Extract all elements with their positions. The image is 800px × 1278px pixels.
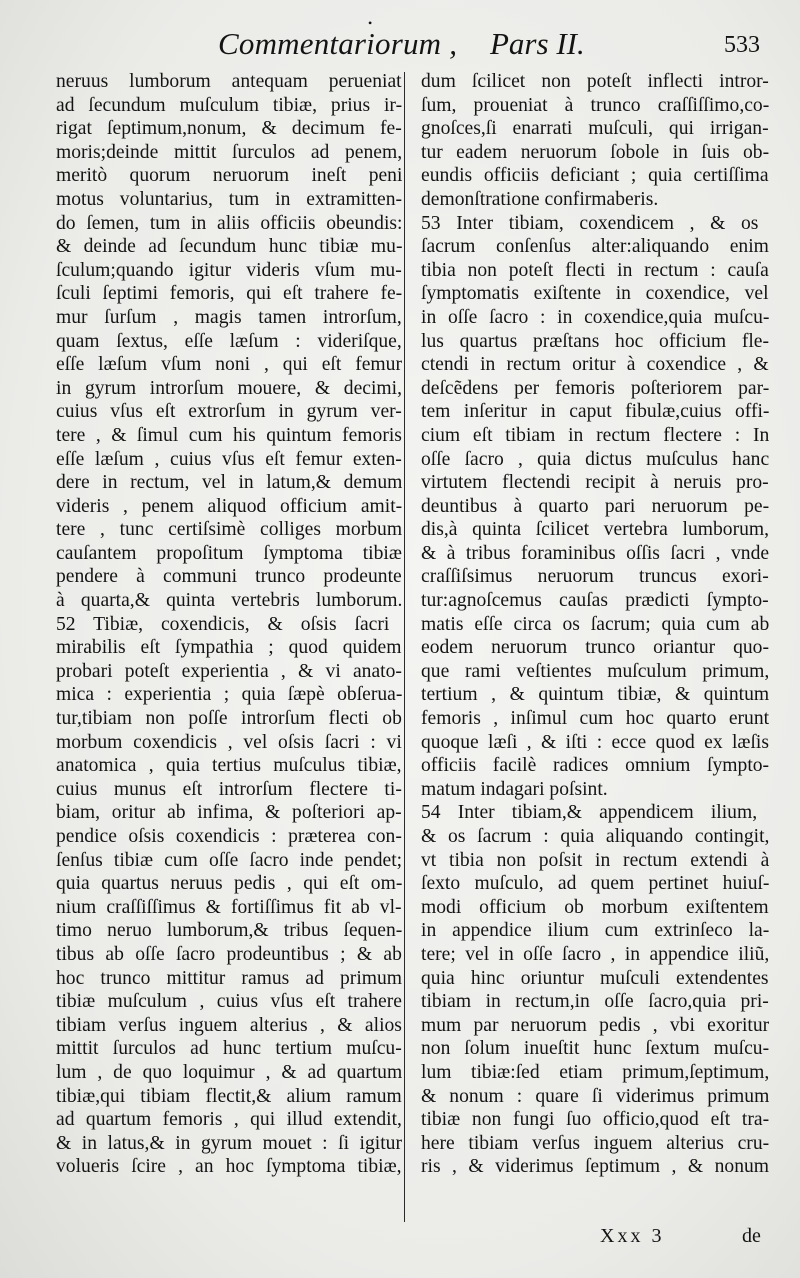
text-line: tibiæ muſculum , cuius vſus eſt trahere xyxy=(56,991,402,1013)
text-line: tur:agnoſcemus cauſas prædicti ſympto- xyxy=(421,590,769,612)
text-line: lum tibiæ:ſed etiam primum,ſeptimum, xyxy=(421,1061,770,1083)
text-line: tibus ab oſſe ſacro prodeuntibus ; & ab xyxy=(56,943,402,965)
text-line: eundis officiis deficiant ; quia certiſſima xyxy=(421,165,769,187)
text-line: in oſſe ſacro : in coxendice,quia muſcu- xyxy=(421,306,770,328)
text-line: lum , de quo loquimur , & ad quartum xyxy=(56,1061,403,1083)
text-line: matum indagari poſsint. xyxy=(421,778,608,800)
text-line: do ſemen, tum in aliis officiis obeundis: xyxy=(56,212,403,234)
text-line: non ſolum inueſtit hunc ſextum muſcu- xyxy=(421,1038,770,1060)
text-line: & deinde ad ſecundum hunc tibiæ mu- xyxy=(56,236,403,258)
text-line: mur ſurſum , magis tamen introrſum, xyxy=(56,306,402,328)
text-line: ſum, proueniat à trunco craſſiſſimo,co- xyxy=(421,94,770,116)
text-line: demonſtratione confirmaberis. xyxy=(421,188,659,210)
text-line: tere , tunc certiſsimè colliges morbum xyxy=(56,519,403,541)
text-line: ſculi ſeptimi femoris, qui eſt trahere fe- xyxy=(56,283,403,305)
text-line: tem inſeritur in caput fibulæ,cuius offi- xyxy=(421,401,770,423)
text-line: cauſantem propoſitum ſymptoma tibiæ xyxy=(56,542,402,564)
text-line: 53 Inter tibiam, coxendicem , & os xyxy=(421,212,759,234)
running-title: Commentariorum , xyxy=(218,26,458,61)
left-column xyxy=(56,70,402,1179)
text-line: ſexto muſculo, ad quem pertinet huiuſ- xyxy=(421,873,770,895)
text-line: dis,à quinta ſcilicet vertebra lumborum, xyxy=(421,519,770,541)
text-line: motus voluntarius, tum in extramitten- xyxy=(56,188,403,210)
text-line: ris , & viderimus ſeptimum , & nonum xyxy=(421,1156,770,1178)
text-line: videris , penem aliquod officium amit- xyxy=(56,495,403,517)
text-line: que rami veſtientes muſculum primum, xyxy=(421,660,770,682)
text-line: matis eſſe circa os ſacrum; quia cum ab xyxy=(421,613,770,635)
text-line: here tibiam verſus inguem alterius cru- xyxy=(421,1132,770,1154)
text-line: cuius munus eſt introrſum flectere ti- xyxy=(56,778,402,800)
text-line: meritò quorum neruorum ineſt peni xyxy=(56,165,403,187)
text-line: ſacrum conſenſus alter:aliquando enim xyxy=(421,236,769,258)
text-line: & os ſacrum : quia aliquando contingit, xyxy=(421,826,770,847)
text-line: tibiæ non fungi ſuo officio,quod eſt tra- xyxy=(421,1109,770,1131)
text-line: officiis facilè radices omnium ſympto- xyxy=(421,755,770,777)
text-line: eodem neruorum trunco oriantur quo- xyxy=(421,637,769,659)
text-line: hoc trunco mittitur ramus ad primum xyxy=(56,967,403,989)
text-line: pendice oſsis coxendicis : præterea con- xyxy=(56,826,402,847)
text-line: virtutem flectendi recipit à neruis pro- xyxy=(421,472,769,494)
text-line: volueris ſcire , an hoc ſymptoma tibiæ, xyxy=(56,1156,402,1178)
text-line: rigat ſeptimum,nonum, & decimum fe- xyxy=(56,118,402,140)
text-line: mirabilis eſt ſympathia ; quod quidem xyxy=(56,637,402,659)
text-line: quam ſextus, eſſe læſum : videriſque, xyxy=(56,330,402,352)
text-line: craſſiſsimus neruorum truncus exori- xyxy=(421,566,769,588)
text-line: tere , & ſimul cum his quintum femoris xyxy=(56,424,402,446)
text-line: cuius vſus eſt extrorſum in gyrum ver- xyxy=(56,401,402,423)
text-line: tibiam verſus inguem alterius , & alios xyxy=(56,1014,402,1036)
text-line: in gyrum introrſum mouere, & decimi, xyxy=(56,377,403,399)
text-line: ctendi in rectum oritur à coxendice , & xyxy=(421,354,769,376)
text-line: 52 Tibiæ, coxendicis, & oſsis ſacri xyxy=(56,613,390,635)
text-line: anatomica , quia tertius muſculus tibiæ, xyxy=(56,755,402,777)
text-line: ad ſecundum muſculum tibiæ, prius ir- xyxy=(56,94,403,116)
right-column xyxy=(421,70,769,1179)
text-line: 54 Inter tibiam,& appendicem ilium, xyxy=(421,802,758,824)
text-line: femoris , inſimul cum hoc quarto erunt xyxy=(421,708,770,730)
text-line: deſcẽdens per femoris poſteriorem par- xyxy=(421,377,770,399)
text-line: tibia non poteſt flecti in rectum : cauſa xyxy=(421,259,769,281)
text-line: morbum coxendicis , vel oſsis ſacri : vi xyxy=(56,731,402,753)
text-line: mica : experientia ; quia ſæpè obſerua- xyxy=(56,684,403,706)
text-line: tibiæ,qui tibiam flectit,& alium ramum xyxy=(56,1085,402,1107)
text-line: tertium , & quintum tibiæ, & quintum xyxy=(421,684,770,706)
text-line: ad quartum femoris , qui illud extendit, xyxy=(56,1109,402,1131)
text-line: tur,tibiam non poſſe introrſum flecti ob xyxy=(56,708,402,730)
column-rule xyxy=(404,72,405,1222)
text-line: quia quartus neruus pedis , qui eſt om- xyxy=(56,873,403,895)
part-label: Pars II. xyxy=(490,26,585,61)
catchword: de xyxy=(742,1225,761,1247)
text-line: quia hinc oriuntur muſculi extendentes xyxy=(421,967,769,989)
page-footer xyxy=(0,1225,800,1255)
text-line: à quarta,& quinta vertebris lumborum. xyxy=(56,590,403,612)
text-line: ſymptomatis exiſtente in coxendice, vel xyxy=(421,283,769,305)
text-line: gnoſces,ſi enarrati muſculi, qui irrigan- xyxy=(421,118,769,140)
text-line: & nonum : quare ſi viderimus primum xyxy=(421,1085,770,1107)
text-line: tibiam in rectum,in oſſe ſacro,quia pri- xyxy=(421,991,769,1013)
text-line: cium eſt tibiam in rectum flectere : In xyxy=(421,424,770,446)
text-line: neruus lumborum antequam perueniat xyxy=(56,71,402,92)
text-line: dum ſcilicet non poteſt inflecti intror- xyxy=(421,71,769,92)
text-line: pendere à communi trunco prodeunte xyxy=(56,566,402,588)
text-line: modi officium ob morbum exiſtentem xyxy=(421,896,769,918)
text-line: dere in rectum, vel in latum,& demum xyxy=(56,472,403,494)
text-line: ſculum;quando igitur videris vſum mu- xyxy=(56,259,402,281)
text-line: nium craſſiſſimus & fortiſſimus fit ab vl- xyxy=(56,896,402,918)
text-line: in appendice ilium cum extrinſeco la- xyxy=(421,920,770,942)
text-line: oſſe ſacro , quia dictus muſculus hanc xyxy=(421,448,770,470)
ornament-dot: • xyxy=(368,16,373,30)
text-line: timo neruo lumborum,& tribus ſequen- xyxy=(56,920,403,942)
text-line: tere; vel in oſſe ſacro , in appendice iliũ, xyxy=(421,943,770,965)
text-line: probari poteſt experientia , & vi anato- xyxy=(56,660,402,682)
text-line: biam, oritur ab infima, & poſteriori ap- xyxy=(56,802,402,824)
text-line: tur eadem neruorum ſobole in ſuis ob- xyxy=(421,141,770,163)
text-line: eſſe læſum , cuius vſus eſt femur exten- xyxy=(56,448,402,470)
text-line: & in latus,& in gyrum mouet : ſi igitur xyxy=(56,1132,403,1154)
signature-mark: Xxx 3 xyxy=(600,1225,665,1247)
page-number: 533 xyxy=(724,32,760,58)
text-line: vt tibia non poſsit in rectum extendi à xyxy=(421,849,770,871)
running-head xyxy=(0,16,800,68)
text-line: ſenſus tibiæ cum oſſe ſacro inde pendet; xyxy=(56,849,403,871)
text-line: mum par neruorum pedis , vbi exoritur xyxy=(421,1014,770,1036)
text-line: lus quartus præſtans hoc officium fle- xyxy=(421,330,770,352)
text-line: quoque læſi , & iſti : ecce quod ex læſis xyxy=(421,731,769,753)
text-line: eſſe læſum vſum noni , qui eſt femur xyxy=(56,354,402,376)
text-line: deuntibus à quarto pari neruorum pe- xyxy=(421,495,770,517)
text-line: moris;deinde mittit ſurculos ad penem, xyxy=(56,141,403,163)
text-line: & à tribus foraminibus oſſis ſacri , vnde xyxy=(421,542,770,564)
text-line: mittit ſurculos ad hunc tertium muſcu- xyxy=(56,1038,402,1060)
